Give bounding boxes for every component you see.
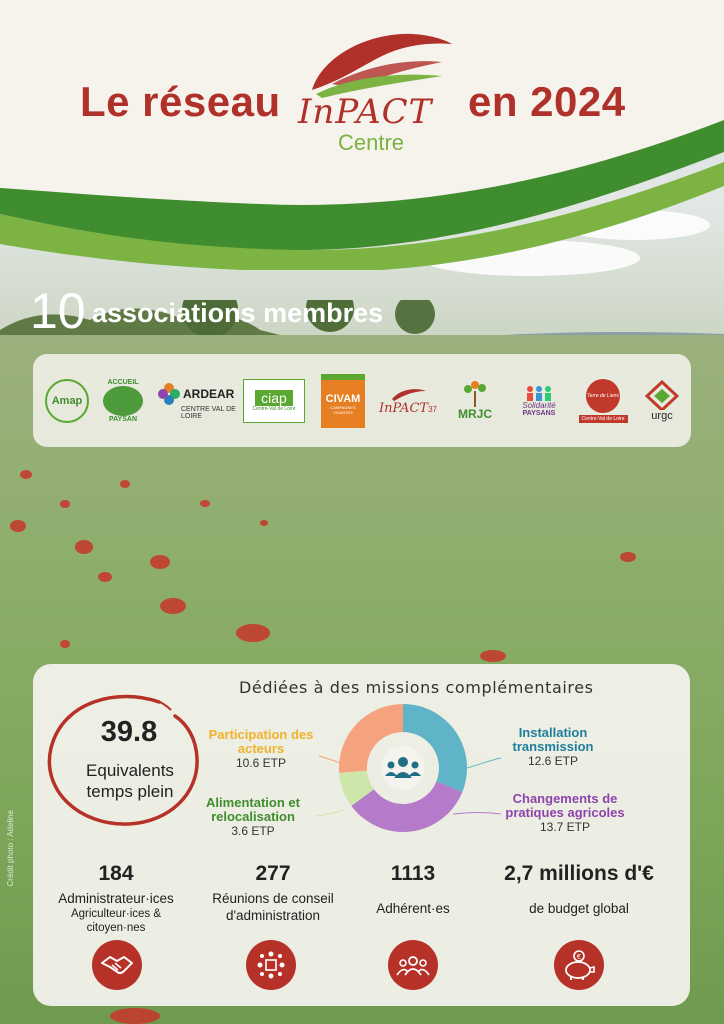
photo-credit: Crédit photo : Adeline: [6, 810, 15, 887]
logo-inpact37-text: InPACT: [379, 400, 429, 416]
mission-installation-etp: 12.6 ETP: [527, 754, 579, 768]
tree-icon: [458, 381, 492, 407]
svg-text:€: €: [576, 953, 582, 961]
logo-amap-text: Amap: [51, 395, 83, 407]
title-right: en 2024: [468, 78, 626, 125]
flower-icon: [157, 382, 181, 406]
logo-solidarite-text: Solidarité: [522, 401, 556, 410]
stat-administrateurs-num: 184: [98, 862, 134, 885]
stat-budget-num: 2,7 millions d'€: [504, 862, 654, 885]
logo-inpact37-num: 37: [428, 404, 437, 414]
donut-hole: [381, 746, 425, 790]
logo-swoosh-icon: [292, 28, 468, 98]
people-icon: [524, 385, 554, 401]
etp-label-line2: temps plein: [86, 782, 174, 801]
logo-solidarite-paysans: [511, 372, 567, 430]
mission-participation-label-2: acteurs: [237, 741, 285, 756]
mission-alimentation-label-1: Alimentation et: [206, 795, 300, 810]
mission-installation: [493, 726, 613, 768]
members-label: associations membres: [92, 298, 384, 328]
logo-mrjc-text: MRJC: [457, 407, 492, 421]
logo-inpact37: [375, 372, 441, 430]
stat-budget: [481, 862, 677, 917]
logo-ciap: [243, 372, 305, 430]
logo-civam: [315, 372, 371, 430]
logo-text: InPACT: [298, 92, 433, 132]
logo-terre-text: Terre de Liens: [587, 393, 619, 399]
logo-urgc-text: urgc: [651, 410, 673, 422]
stat-adherents: [353, 862, 473, 917]
inpact-logo: [292, 28, 468, 158]
swoosh-icon: [388, 387, 428, 401]
piggy-bank-icon: [554, 940, 604, 990]
logo-paysans-text: PAYSANS: [522, 410, 556, 417]
title-left: Le réseau: [80, 78, 281, 125]
logo-sub: Centre: [338, 130, 405, 155]
missions-title: Dédiées à des missions complémentaires: [239, 678, 594, 697]
missions-donut: [337, 702, 469, 834]
mission-pratiques: [483, 792, 647, 834]
mission-installation-label-2: transmission: [512, 739, 594, 754]
mission-alimentation-etp: 3.6 ETP: [231, 824, 275, 838]
stat-adherents-num: 1113: [390, 862, 436, 885]
logo-accueil-text: ACCUEIL: [107, 379, 139, 386]
logo-urgc: [637, 372, 687, 430]
logo-ciap-sub: Centre-Val de Loire: [252, 406, 296, 412]
member-logos-panel: [33, 354, 691, 447]
members-count: 10: [30, 283, 86, 339]
logo-ardear-sub: CENTRE VAL DE LOIRE: [181, 406, 236, 420]
meeting-icon: [246, 940, 296, 990]
logo-ardear: [157, 372, 236, 430]
mission-alimentation-label-2: relocalisation: [211, 809, 295, 824]
stat-reunions: [193, 862, 353, 924]
logo-civam-sub: CAMPAGNES VIVANTES: [330, 405, 356, 415]
stat-administrateurs: [39, 862, 193, 935]
mission-pratiques-etp: 13.7 ETP: [539, 820, 591, 834]
handshake-icon: [92, 940, 142, 990]
mission-participation-label-1: Participation des: [208, 727, 314, 742]
logo-terre-sub: Centre-Val de Loire: [579, 415, 628, 423]
stat-administrateurs-sub-1: Agriculteur·ices &: [70, 908, 162, 920]
mission-participation-etp: 10.6 ETP: [235, 756, 287, 770]
stat-reunions-label-1: Réunions de conseil: [212, 891, 334, 906]
logo-accueil-paysan: [97, 372, 149, 430]
stat-reunions-label-2: d'administration: [225, 908, 321, 923]
logo-mrjc: [449, 372, 501, 430]
logo-civam-text: CIVAM: [325, 393, 361, 405]
mission-participation: [201, 728, 321, 770]
mission-pratiques-label-1: Changements de: [512, 791, 618, 806]
etp-label: [55, 760, 205, 802]
logo-ciap-text: ciap: [255, 390, 293, 406]
logo-terre-de-liens: [575, 372, 631, 430]
mission-installation-label-1: Installation: [518, 725, 588, 740]
stats-panel: [33, 664, 690, 1006]
mission-alimentation: [189, 796, 317, 838]
etp-total: 39.8: [100, 716, 158, 748]
stat-administrateurs-label: Administrateur·ices: [58, 891, 174, 906]
logo-paysan-text: PAYSAN: [108, 416, 137, 423]
logo-ardear-text: ARDEAR: [183, 387, 235, 401]
stat-budget-label: de budget global: [529, 901, 629, 916]
stat-adherents-label: Adhérent·es: [376, 901, 450, 916]
mission-pratiques-label-2: pratiques agricoles: [505, 805, 625, 820]
group-icon: [388, 940, 438, 990]
stat-administrateurs-sub-2: citoyen·nes: [86, 922, 146, 934]
logo-amap: [43, 372, 91, 430]
etp-label-line1: Equivalents: [86, 761, 174, 780]
diamond-icon: [645, 380, 679, 410]
stat-reunions-num: 277: [255, 862, 291, 885]
